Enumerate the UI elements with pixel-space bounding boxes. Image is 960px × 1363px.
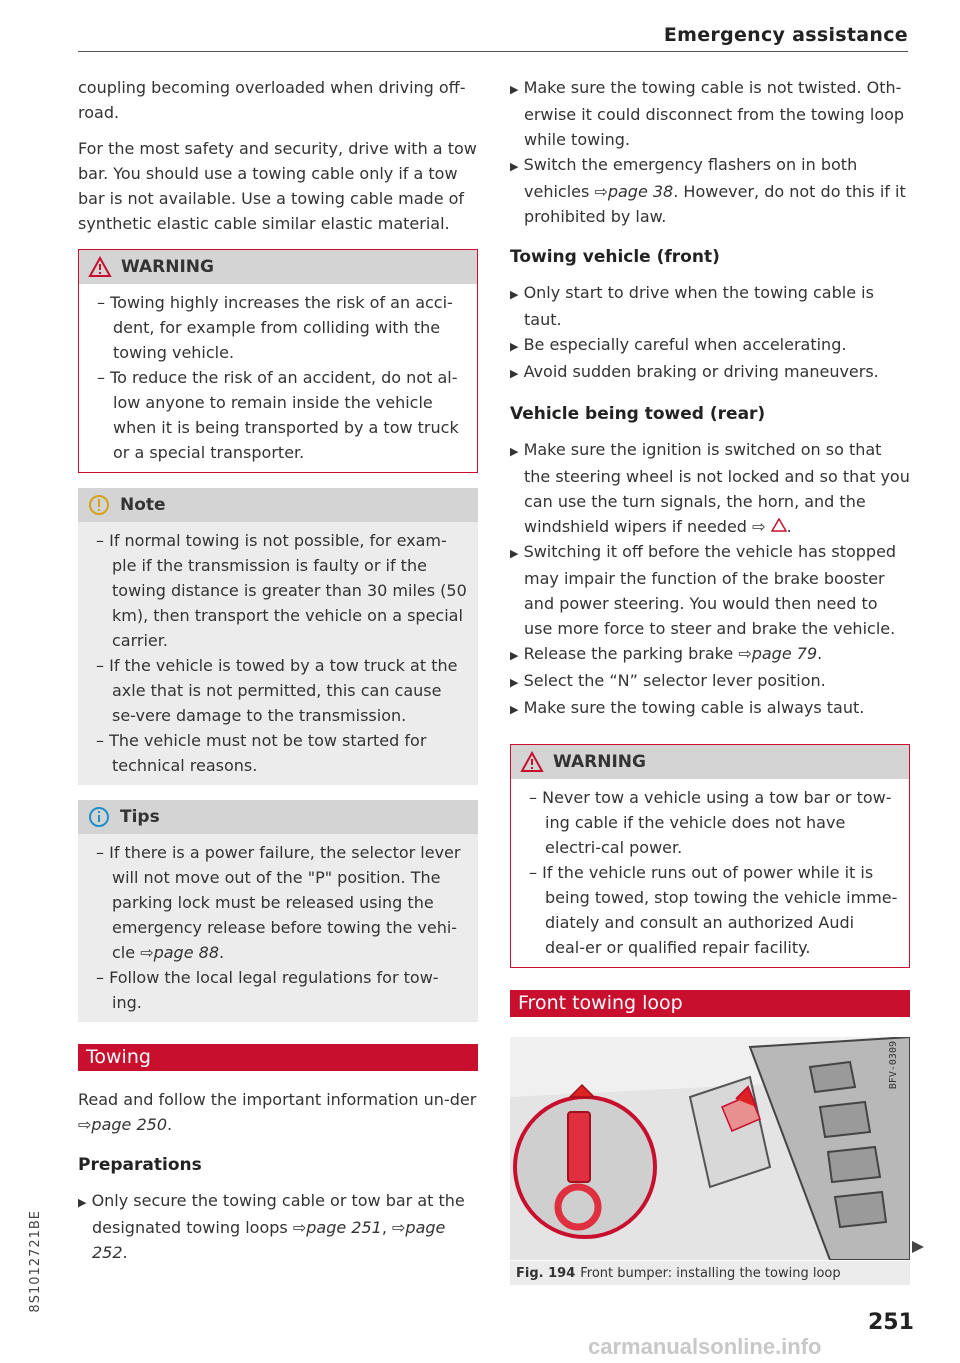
instruction-text: Select the “N” selector lever position. (523, 671, 826, 690)
intro-paragraph-2: For the most safety and security, drive with a tow bar. You should use a towing cable only if a tow bar is not available. Use a towing cable made of synthetic elastic cable similar elastic material. (78, 139, 477, 233)
instruction-text: Avoid sudden braking or driving maneuvers. (523, 362, 879, 381)
warning-box-right (510, 744, 910, 968)
note-item: – If the vehicle is towed by a tow truck at the axle that is not permitted, this can cause se-vere damage to the transmission. (88, 653, 468, 728)
figure-towing-loop (510, 1037, 910, 1260)
instruction-item (510, 668, 910, 695)
figure-label: Fig. 194 (516, 1265, 576, 1281)
xref-link[interactable]: ⇨page 252 (92, 1218, 446, 1262)
bullet-arrow-icon: ▶ (510, 288, 519, 301)
warning-triangle-icon (771, 518, 787, 532)
bullet-arrow-icon: ▶ (510, 83, 519, 96)
instruction-text: Make sure the ignition is switched on so that the steering wheel is not locked and so that you can use the turn signals, the horn, and the windshield wipers if needed (523, 440, 910, 536)
preparations-item: ▶ Only secure the towing cable or tow bar at the designated towing loops ⇨page 251, ⇨page 252. (78, 1191, 465, 1262)
xref-link[interactable]: ⇨page 88 (140, 943, 219, 962)
note-box-body (78, 522, 478, 785)
page-header-title: Emergency assistance (663, 24, 908, 46)
bullet-arrow-icon: ▶ (510, 703, 519, 716)
warning-box-body (79, 284, 477, 472)
prep-text: Only secure the towing cable or tow bar at the designated towing loops (91, 1191, 465, 1237)
figure-code: BFV-0309 (888, 1041, 899, 1090)
right-column (510, 75, 910, 1285)
document-code: 8S1012721BE (28, 1210, 43, 1313)
xref-page[interactable]: page 251 (306, 1218, 382, 1237)
tips-box-body (78, 834, 478, 1022)
xref-page[interactable]: page 252 (92, 1218, 446, 1262)
note-box-header (78, 488, 478, 522)
xref-link[interactable]: ⇨page 250 (78, 1115, 167, 1134)
xref-warning-link[interactable]: ⇨ (752, 517, 787, 536)
xref-page[interactable]: page 250 (91, 1115, 167, 1134)
instruction-item (510, 75, 910, 152)
xref-page[interactable]: page 88 (153, 943, 219, 962)
instruction-item: ▶ Release the parking brake ⇨page 79. (510, 644, 823, 663)
tips-box-title: Tips (120, 806, 160, 827)
towing-paragraph-text: Read and follow the important information un-der (78, 1090, 477, 1109)
figure-caption (510, 1261, 910, 1285)
tips-box (78, 800, 478, 1022)
warning-box-title: WARNING (121, 256, 214, 277)
warning-triangle-icon (519, 751, 545, 773)
warning-box-left (78, 249, 478, 473)
figure-caption-text: Front bumper: installing the towing loop (580, 1265, 841, 1281)
xref-link[interactable]: ⇨page 38 (594, 182, 674, 201)
note-box (78, 488, 478, 785)
instruction-item (510, 359, 910, 386)
instruction-text: Switching it off before the vehicle has stopped may impair the function of the brake booster and power steering. You would then need to use more force to steer and brake the vehicle. (523, 542, 897, 638)
towing-vehicle-heading: Towing vehicle (front) (510, 247, 720, 267)
bullet-arrow-icon: ▶ (510, 340, 519, 353)
xref-page[interactable]: page 38 (607, 182, 674, 201)
instruction-item (510, 695, 910, 722)
warning-box-header (511, 745, 909, 779)
continue-arrow-icon (912, 1241, 924, 1253)
header-rule (78, 51, 908, 52)
instruction-item (510, 152, 910, 229)
bullet-arrow-icon: ▶ (78, 1196, 87, 1209)
vehicle-towed-heading: Vehicle being towed (rear) (510, 404, 766, 424)
section-bar-front-towing-loop: Front towing loop (510, 990, 910, 1017)
towing-loop-illustration (510, 1037, 910, 1260)
bullet-arrow-icon: ▶ (510, 547, 519, 560)
warning-box-header (79, 250, 477, 284)
warning-item: – If the vehicle runs out of power while it is being towed, stop towing the vehicle imme-diately and consult an authorized Audi deal-er or qualified repair facility. (521, 860, 899, 960)
page-number: 251 (868, 1310, 914, 1335)
section-bar-towing: Towing (78, 1044, 478, 1071)
preparations-heading: Preparations (78, 1155, 202, 1175)
intro-paragraph-1: coupling becoming overloaded when driving off-road. (78, 78, 466, 122)
instruction-text-tail: . However, do not do this if it prohibited by law. (524, 182, 906, 226)
instruction-text: Be especially careful when accelerating. (523, 335, 847, 354)
bullet-arrow-icon: ▶ (510, 649, 519, 662)
tips-item: – Follow the local legal regulations for tow-ing. (88, 965, 468, 1015)
note-item: – The vehicle must not be tow started for technical reasons. (88, 728, 468, 778)
instruction-item (510, 332, 910, 359)
watermark: carmanualsonline.info (588, 1334, 822, 1359)
warning-item: – To reduce the risk of an accident, do not al-low anyone to remain inside the vehicle when it is being transported by a tow truck or a special transporter. (89, 365, 467, 465)
warning-box-body (511, 779, 909, 967)
xref-link[interactable]: ⇨page 79 (738, 644, 818, 663)
warning-item: – Towing highly increases the risk of an acci-dent, for example from colliding with the towing vehicle. (89, 290, 467, 365)
warning-item: – Never tow a vehicle using a tow bar or tow-ing cable if the vehicle does not have electri-cal power. (521, 785, 899, 860)
bullet-arrow-icon: ▶ (510, 160, 519, 173)
note-box-title: Note (120, 494, 166, 515)
note-item: – If normal towing is not possible, for exam-ple if the transmission is faulty or if the towing distance is greater than 30 miles (50 km), then transport the vehicle on a special carrier. (88, 528, 468, 653)
xref-page[interactable]: page 79 (751, 644, 818, 663)
instruction-item: ▶ Make sure the ignition is switched on so that the steering wheel is not locked and so that you can use the turn signals, the horn, and the windshield wipers if needed ⇨ . (510, 440, 910, 536)
left-column (78, 75, 478, 1265)
instruction-text: Make sure the towing cable is always taut. (523, 698, 865, 717)
xref-link[interactable]: ⇨page 251 (292, 1218, 382, 1237)
instruction-text: Make sure the towing cable is not twisted. Oth-erwise it could disconnect from the towing loop while towing. (523, 78, 905, 149)
bullet-arrow-icon: ▶ (510, 676, 519, 689)
note-exclamation-icon (86, 494, 112, 516)
tips-item-text: If there is a power failure, the selector lever will not move out of the "P" position. The parking lock must be released using the emergency release before towing the vehi-cle (109, 843, 461, 962)
instruction-item (510, 280, 910, 332)
bullet-arrow-icon: ▶ (510, 367, 519, 380)
tips-item: – If there is a power failure, the selector lever will not move out of the "P" position. The parking lock must be released using the emergency release before towing the vehi-cle ⇨page 88. (88, 840, 468, 965)
warning-box-title: WARNING (553, 751, 646, 772)
instruction-text: Switch the emergency flashers on in both vehicles (523, 155, 858, 201)
warning-triangle-icon (87, 256, 113, 278)
towing-paragraph: Read and follow the important information un-der ⇨page 250. (78, 1090, 477, 1134)
instruction-item (510, 539, 910, 641)
instruction-text: Only start to drive when the towing cable is taut. (523, 283, 874, 329)
bullet-arrow-icon: ▶ (510, 445, 519, 458)
info-icon (86, 806, 112, 828)
instruction-text: Release the parking brake (523, 644, 734, 663)
tips-box-header (78, 800, 478, 834)
